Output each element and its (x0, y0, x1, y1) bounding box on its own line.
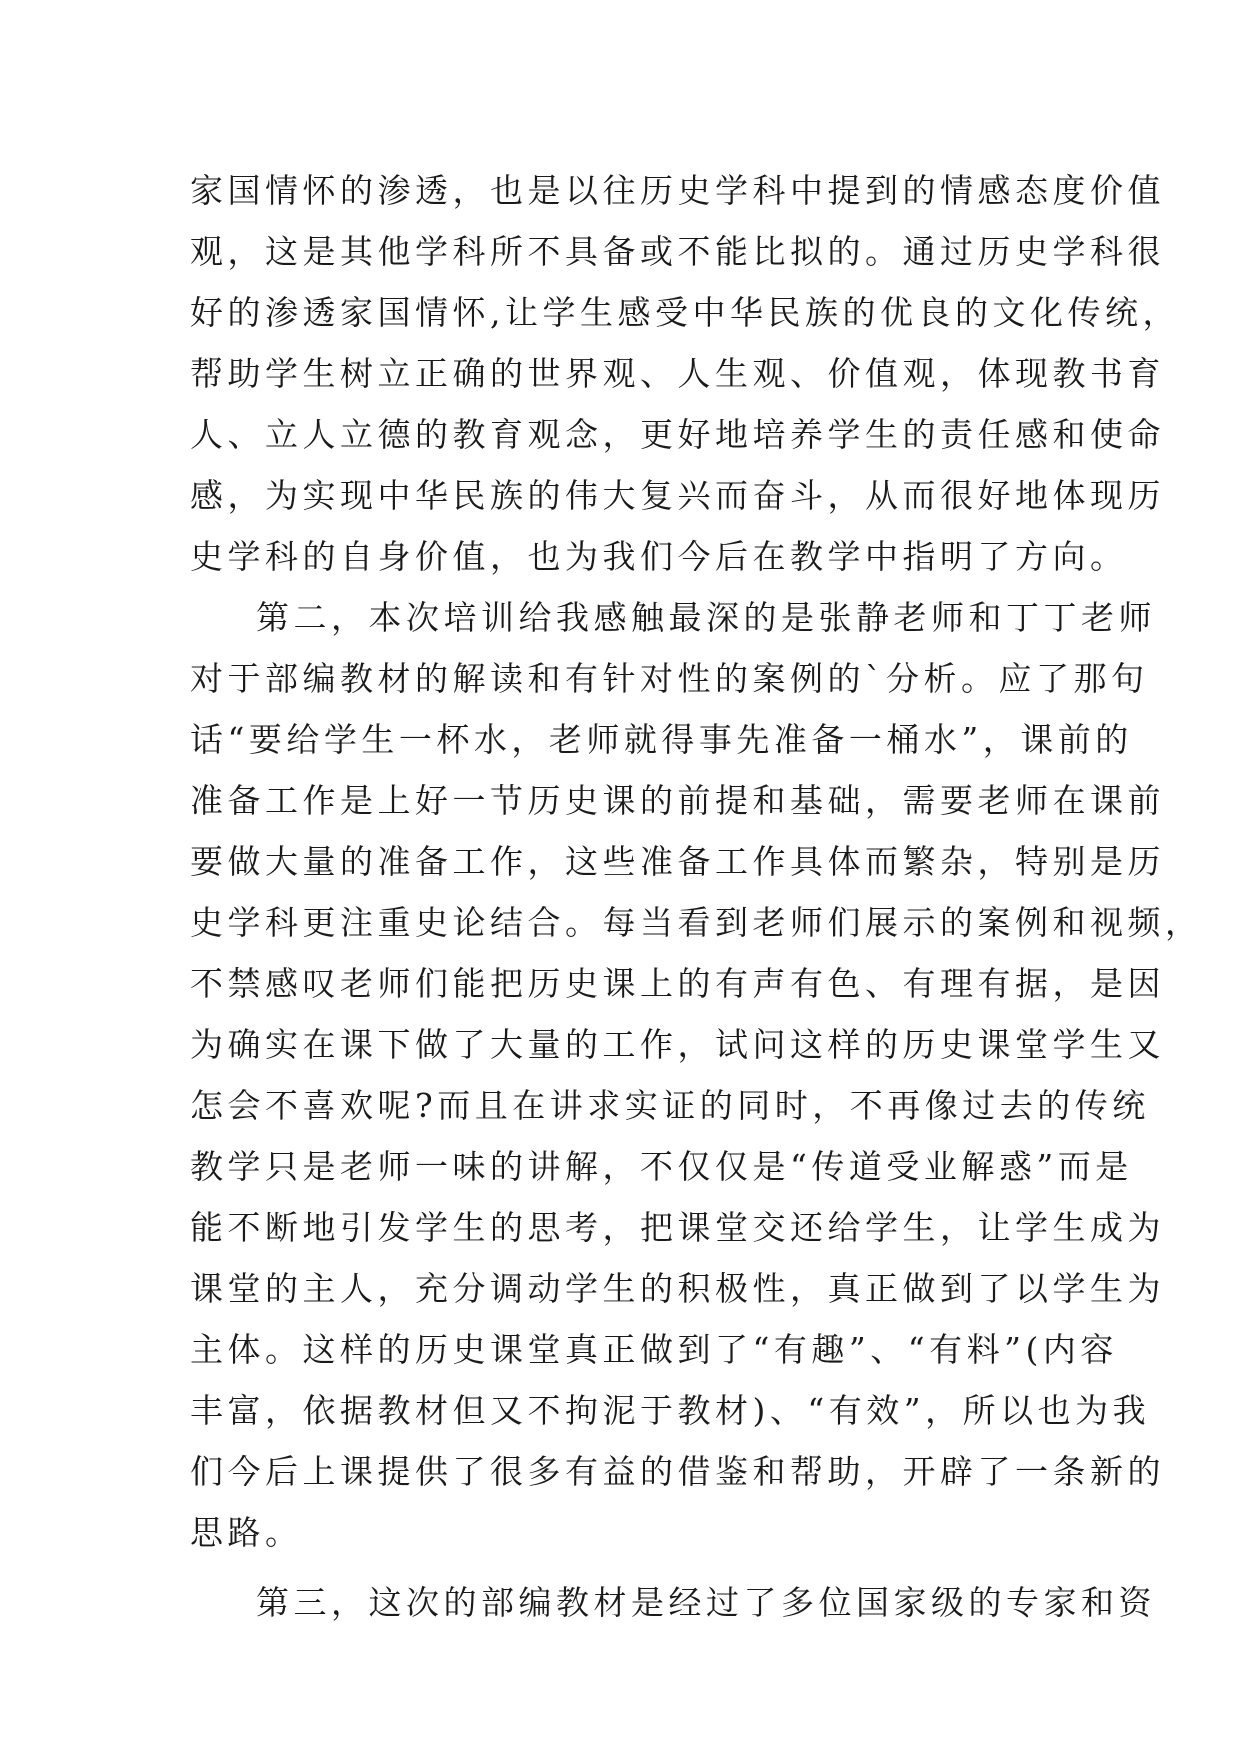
text-line: 好的渗透家国情怀,让学生感受中华民族的优良的文化传统， (190, 293, 1180, 332)
paragraph-first-line: 第三，这次的部编教材是经过了多位国家级的专家和资 (256, 1583, 1156, 1622)
paragraph-first-line: 第二，本次培训给我感触最深的是张静老师和丁丁老师 (256, 598, 1156, 637)
paragraph-spacing (190, 1563, 1070, 1572)
text-line: 准备工作是上好一节历史课的前提和基础，需要老师在课前 (190, 781, 1165, 820)
text-line: 对于部编教材的解读和有针对性的案例的`分析。应了那句 (190, 659, 1149, 698)
text-line: 史学科更注重史论结合。每当看到老师们展示的案例和视频， (190, 903, 1203, 942)
text-line: 要做大量的准备工作，这些准备工作具体而繁杂，特别是历 (190, 842, 1165, 881)
text-line: 帮助学生树立正确的世界观、人生观、价值观，体现教书育 (190, 354, 1165, 393)
text-line: 史学科的自身价值，也为我们今后在教学中指明了方向。 (190, 537, 1128, 576)
text-line: 观，这是其他学科所不具备或不能比拟的。通过历史学科很 (190, 232, 1165, 271)
text-line: 怎会不喜欢呢?而且在讲求实证的同时，不再像过去的传统 (190, 1086, 1150, 1125)
text-line: 主体。这样的历史课堂真正做到了“有趣”、“有料”(内容 (190, 1330, 1118, 1369)
text-line: 为确实在课下做了大量的工作，试问这样的历史课堂学生又 (190, 1025, 1165, 1064)
text-line: 不禁感叹老师们能把历史课上的有声有色、有理有据，是因 (190, 964, 1165, 1003)
text-line: 们今后上课提供了很多有益的借鉴和帮助，开辟了一条新的 (190, 1452, 1165, 1491)
text-line: 感，为实现中华民族的伟大复兴而奋斗，从而很好地体现历 (190, 476, 1165, 515)
text-line: 教学只是老师一味的讲解，不仅仅是“传道受业解惑”而是 (190, 1147, 1133, 1186)
text-line: 话“要给学生一杯水，老师就得事先准备一桶水”，课前的 (190, 720, 1133, 759)
document-body (190, 160, 1203, 1633)
text-line: 丰富，依据教材但又不拘泥于教材)、“有效”，所以也为我 (190, 1391, 1151, 1430)
text-line: 能不断地引发学生的思考，把课堂交还给学生，让学生成为 (190, 1208, 1165, 1247)
text-line: 人、立人立德的教育观念，更好地培养学生的责任感和使命 (190, 415, 1165, 454)
text-line: 家国情怀的渗透，也是以往历史学科中提到的情感态度价值 (190, 171, 1165, 210)
text-line: 课堂的主人，充分调动学生的积极性，真正做到了以学生为 (190, 1269, 1165, 1308)
text-line: 思路。 (190, 1513, 303, 1552)
